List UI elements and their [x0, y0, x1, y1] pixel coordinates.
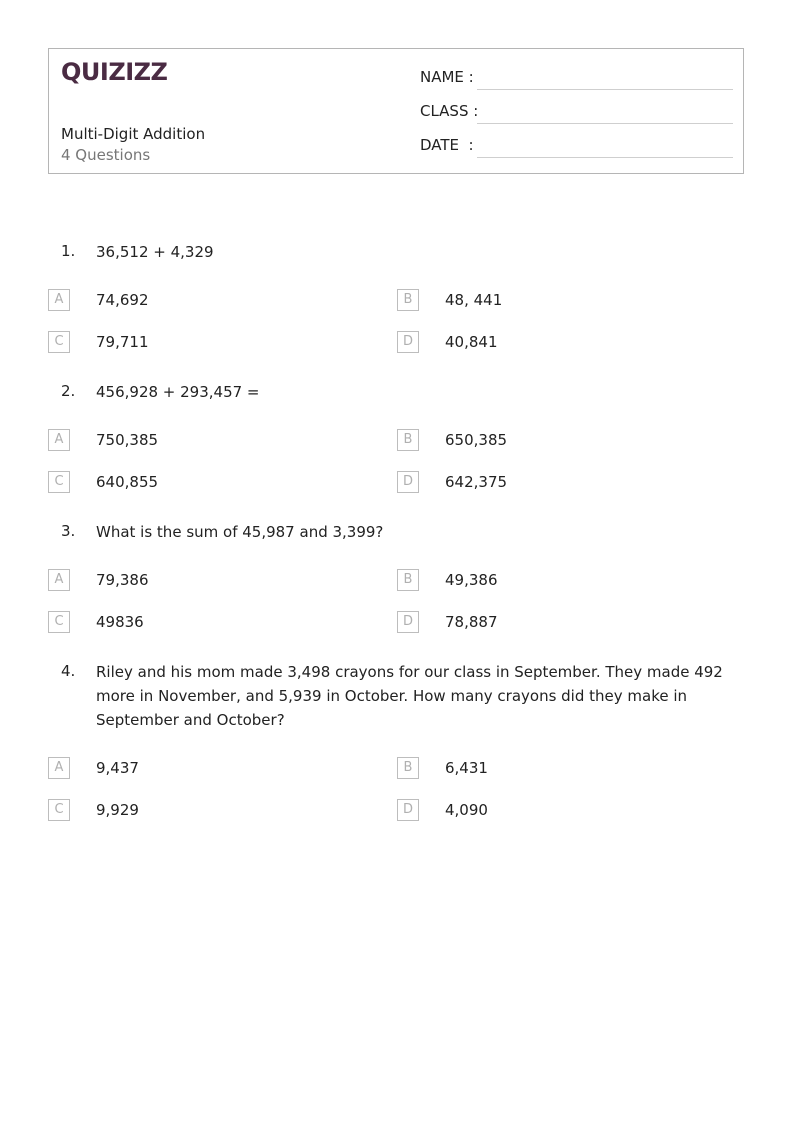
q3-option-d-box[interactable]: D — [397, 611, 419, 633]
q2-option-c-text: 640,855 — [96, 473, 159, 491]
q3-option-d-text: 78,887 — [445, 613, 498, 631]
question-4-text: Riley and his mom made 3,498 crayons for our class in September. They made 492 more in November, and 5,939 in October. How many crayons did they make in September and October? — [96, 663, 723, 729]
q4-option-d-box[interactable]: D — [397, 799, 419, 821]
q4-option-d-text: 4,090 — [445, 801, 488, 819]
class-label: CLASS : — [420, 102, 479, 120]
q2-option-a-text: 750,385 — [96, 431, 159, 449]
question-3-number: 3. — [61, 522, 76, 540]
q1-option-c-text: 79,711 — [96, 333, 149, 351]
q1-option-a-text: 74,692 — [96, 291, 149, 309]
class-line[interactable] — [477, 123, 733, 124]
question-2-number: 2. — [61, 382, 76, 400]
q4-option-b-text: 6,431 — [445, 759, 488, 777]
q3-option-c-box[interactable]: C — [48, 611, 70, 633]
q3-option-a-text: 79,386 — [96, 571, 149, 589]
name-line[interactable] — [477, 89, 733, 90]
q2-option-a-box[interactable]: A — [48, 429, 70, 451]
q3-option-a-box[interactable]: A — [48, 569, 70, 591]
worksheet-title: Multi-Digit Addition — [61, 125, 206, 143]
q1-option-c-box[interactable]: C — [48, 331, 70, 353]
q2-option-d-text: 642,375 — [445, 473, 508, 491]
q1-option-a-box[interactable]: A — [48, 289, 70, 311]
name-label: NAME : — [420, 68, 474, 86]
q1-option-b-box[interactable]: B — [397, 289, 419, 311]
date-line[interactable] — [477, 157, 733, 158]
q3-option-c-text: 49836 — [96, 613, 144, 631]
q1-option-d-text: 40,841 — [445, 333, 498, 351]
date-label: DATE : — [420, 136, 474, 154]
q3-option-b-box[interactable]: B — [397, 569, 419, 591]
q4-option-b-box[interactable]: B — [397, 757, 419, 779]
q2-option-d-box[interactable]: D — [397, 471, 419, 493]
q2-option-b-text: 650,385 — [445, 431, 508, 449]
q1-option-d-box[interactable]: D — [397, 331, 419, 353]
q2-option-c-box[interactable]: C — [48, 471, 70, 493]
question-1-text: 36,512 + 4,329 — [96, 243, 214, 261]
question-count: 4 Questions — [61, 146, 151, 164]
q4-option-c-text: 9,929 — [96, 801, 139, 819]
q4-option-a-box[interactable]: A — [48, 757, 70, 779]
question-2-text: 456,928 + 293,457 = — [96, 383, 260, 401]
q1-option-b-text: 48, 441 — [445, 291, 503, 309]
question-1-number: 1. — [61, 242, 76, 260]
question-3-text: What is the sum of 45,987 and 3,399? — [96, 523, 384, 541]
q4-option-a-text: 9,437 — [96, 759, 139, 777]
q2-option-b-box[interactable]: B — [397, 429, 419, 451]
question-4-number: 4. — [61, 662, 76, 680]
q4-option-c-box[interactable]: C — [48, 799, 70, 821]
q3-option-b-text: 49,386 — [445, 571, 498, 589]
quizizz-logo: QUIZIZZ — [61, 58, 168, 86]
